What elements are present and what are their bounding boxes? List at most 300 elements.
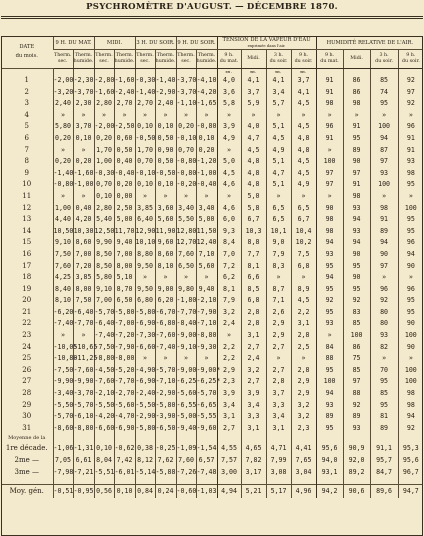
temperature-cell: 2,70 xyxy=(114,98,135,110)
group-header-3h-soir: 3 H. DU SOIR. xyxy=(135,36,176,50)
empty-cell xyxy=(370,434,398,442)
humidity-cell: 95 xyxy=(370,98,398,110)
humidity-cell: 89 xyxy=(370,226,398,238)
humidity-cell: » xyxy=(316,191,343,203)
temperature-cell: 9,40 xyxy=(114,237,135,249)
means-heading: Moyenne de la xyxy=(8,435,46,442)
temperature-cell: -6,65 xyxy=(196,400,217,412)
temperature-cell: 12,90 xyxy=(135,226,155,238)
temperature-cell: 3,85 xyxy=(135,203,155,215)
humidity-cell: 84 xyxy=(316,342,343,354)
group-header-midi: MIDI. xyxy=(94,36,135,50)
temperature-cell: -7,10 xyxy=(155,376,176,388)
tension-cell: 4,5 xyxy=(217,168,241,180)
tension-cell: 4,8 xyxy=(291,133,316,145)
temperature-cell: 9,40 xyxy=(196,284,217,296)
temperature-cell: 4,40 xyxy=(53,214,73,226)
empty-cell xyxy=(94,434,114,442)
tension-cell: 4,0 xyxy=(217,75,241,87)
temperature-cell: -5,55 xyxy=(196,411,217,423)
temperature-cell: » xyxy=(53,145,73,157)
humidity-cell: 70 xyxy=(370,365,398,377)
temperature-cell: 3,40 xyxy=(176,203,196,215)
tension-cell: 7,5 xyxy=(291,249,316,261)
humidity-cell: 90,6 xyxy=(343,485,370,499)
temperature-cell: -8,80 xyxy=(73,423,94,435)
humidity-cell: 84,7 xyxy=(370,466,398,478)
day-cell: 5 xyxy=(24,122,29,131)
temperature-cell: -1,03 xyxy=(196,485,217,499)
day-cell: 7 xyxy=(24,145,29,154)
temperature-cell: -9,90 xyxy=(73,376,94,388)
temperature-cell: 5,80 xyxy=(53,121,73,133)
temperature-cell: 0,50 xyxy=(155,156,176,168)
humidity-cell: 82 xyxy=(370,342,398,354)
table-row xyxy=(1,203,423,215)
tension-cell: » xyxy=(291,353,316,365)
temperature-cell: -6,25 xyxy=(176,376,196,388)
temperature-cell: 5,50 xyxy=(176,214,196,226)
humidity-cell: 96 xyxy=(398,284,423,296)
temperature-cell: » xyxy=(73,110,94,122)
temperature-cell: 12,70 xyxy=(176,237,196,249)
table-row xyxy=(1,249,423,261)
humidity-cell: 94,7 xyxy=(398,485,423,499)
temperature-cell: -0,51 xyxy=(53,485,73,499)
humidity-cell: 96 xyxy=(316,121,343,133)
temperature-cell: -7,90 xyxy=(114,342,135,354)
temperature-cell: -1,80 xyxy=(176,295,196,307)
tension-cell: 10,4 xyxy=(291,226,316,238)
tension-cell: 2,7 xyxy=(241,376,266,388)
tension-cell: 4,0 xyxy=(241,121,266,133)
tension-cell: 8,5 xyxy=(241,284,266,296)
tension-cell: 4,5 xyxy=(291,168,316,180)
day-cell: 23 xyxy=(22,331,32,340)
humidity-cell: 100 xyxy=(398,203,423,215)
temperature-cell: -1,20 xyxy=(196,156,217,168)
temperature-cell: 0,10 xyxy=(155,179,176,191)
temperature-cell: -0,25 xyxy=(155,444,176,453)
tension-cell: 7,99 xyxy=(266,454,291,466)
temperature-cell: 0,20 xyxy=(114,179,135,191)
temperature-cell: -7,40 xyxy=(94,330,114,342)
day-cell: 15 xyxy=(22,238,32,247)
temperature-cell: 8,04 xyxy=(94,454,114,466)
temperature-cell: -1,54 xyxy=(196,444,217,453)
temperature-cell: » xyxy=(196,191,217,203)
humidity-cell: 96 xyxy=(398,121,423,133)
tension-cell: 6,7 xyxy=(291,214,316,226)
day-cell: 1re décade. xyxy=(5,444,48,453)
tension-cell: 4,5 xyxy=(241,145,266,157)
temperature-cell: 6,57 xyxy=(196,454,217,466)
tension-cell: 5,0 xyxy=(241,191,266,203)
temperature-cell: -5,80 xyxy=(155,400,176,412)
table-row xyxy=(1,272,423,284)
humidity-cell: 91 xyxy=(343,121,370,133)
day-cell: 17 xyxy=(22,261,32,270)
humidity-cell: 91 xyxy=(316,133,343,145)
tension-cell: 4,9 xyxy=(266,145,291,157)
temperature-cell: -1,60 xyxy=(94,87,114,99)
empty-cell xyxy=(343,434,370,442)
temperature-cell: -5,50 xyxy=(94,400,114,412)
day-cell: 12 xyxy=(22,203,32,212)
humidity-cell: 80 xyxy=(370,307,398,319)
empty-cell xyxy=(291,434,316,442)
tension-cell: 4,7 xyxy=(266,168,291,180)
temperature-cell: » xyxy=(155,110,176,122)
humidity-cell: 94,0 xyxy=(316,454,343,466)
temperature-cell: -4,20 xyxy=(196,87,217,99)
empty-cell xyxy=(196,434,217,442)
units-cell: mm. xyxy=(217,69,241,76)
tension-cell: » xyxy=(266,110,291,122)
temperature-cell: -4,70 xyxy=(114,411,135,423)
temperature-cell: -1,00 xyxy=(196,168,217,180)
table-row xyxy=(1,318,423,330)
temperature-cell: 2,70 xyxy=(135,98,155,110)
tension-cell: 3,04 xyxy=(291,466,316,478)
table-row xyxy=(1,226,423,238)
humidity-cell: 94 xyxy=(316,388,343,400)
day-cell: 8 xyxy=(24,157,29,166)
temperature-cell: 2,40 xyxy=(155,98,176,110)
empty-cell xyxy=(114,434,135,442)
temperature-cell: -4,20 xyxy=(94,411,114,423)
therm-humide-header: Therm. humide. xyxy=(114,50,135,69)
tension-cell: » xyxy=(266,272,291,284)
temperature-cell: 7,20 xyxy=(73,261,94,273)
tension-cell: 3,1 xyxy=(241,423,266,435)
tension-cell: 2,2 xyxy=(291,307,316,319)
day-cell: 1 xyxy=(24,76,29,84)
temperature-cell: -9,00 xyxy=(176,330,196,342)
day-cell: 28 xyxy=(22,389,32,398)
units-cell: mm. xyxy=(241,69,266,76)
temperature-cell: -7,00 xyxy=(114,318,135,330)
tension-cell: 3,2 xyxy=(291,411,316,423)
humidity-cell: 97 xyxy=(316,168,343,180)
humidity-cell: 95 xyxy=(370,376,398,388)
humidity-cell: 97 xyxy=(370,156,398,168)
tension-cell: 4,8 xyxy=(241,156,266,168)
temperature-cell: 0,10 xyxy=(155,121,176,133)
temperature-cell: 5,40 xyxy=(94,214,114,226)
humidity-cell: 92 xyxy=(398,75,423,87)
temperature-cell: -8,80 xyxy=(196,330,217,342)
temperature-cell: -5,80 xyxy=(135,307,155,319)
empty-cell xyxy=(266,434,291,442)
temperature-cell: 0,90 xyxy=(155,145,176,157)
day-cell: 4 xyxy=(24,110,29,119)
humidity-col-header: 9 h. du mat. xyxy=(316,50,343,69)
humidity-cell: 95 xyxy=(370,400,398,412)
humidity-cell: 95,6 xyxy=(398,454,423,466)
humidity-cell: 94 xyxy=(370,133,398,145)
temperature-cell: » xyxy=(196,110,217,122)
temperature-cell: -1,00 xyxy=(73,179,94,191)
humidity-cell: » xyxy=(370,272,398,284)
humidity-cell: 92 xyxy=(343,295,370,307)
tension-cell: 5,8 xyxy=(217,98,241,110)
temperature-cell: 4,25 xyxy=(53,272,73,284)
humidity-cell: 90 xyxy=(343,272,370,284)
tension-cell: 3,4 xyxy=(241,400,266,412)
humidity-cell: 95 xyxy=(316,365,343,377)
temperature-cell: -0,20 xyxy=(176,179,196,191)
humidity-cell: 90 xyxy=(343,156,370,168)
temperature-cell: 3,40 xyxy=(196,203,217,215)
temperature-cell: -7,40 xyxy=(155,342,176,354)
temperature-cell: -2,70 xyxy=(114,388,135,400)
tension-cell: 7,9 xyxy=(266,249,291,261)
humidity-cell: 97 xyxy=(370,261,398,273)
tension-cell: 9,0 xyxy=(266,237,291,249)
table-row xyxy=(1,214,423,226)
temperature-cell: -5,60 xyxy=(176,388,196,400)
humidity-cell: 94 xyxy=(316,237,343,249)
humidity-cell: 90 xyxy=(316,203,343,215)
humidity-cell: 95,6 xyxy=(316,442,343,454)
tension-cell: 4,6 xyxy=(217,203,241,215)
temperature-cell: 6,20 xyxy=(155,295,176,307)
temperature-cell: » xyxy=(73,330,94,342)
table-row xyxy=(1,295,423,307)
tension-cell: 2,8 xyxy=(291,330,316,342)
tension-cell: 8,4 xyxy=(217,237,241,249)
temperature-cell: 2,80 xyxy=(94,98,114,110)
tension-col-header: 3 h. du soir. xyxy=(266,50,291,69)
temperature-cell: 0,84 xyxy=(135,485,155,499)
temperature-cell: 1,00 xyxy=(94,156,114,168)
tension-cell: 7,9 xyxy=(217,295,241,307)
temperature-cell: -2,00 xyxy=(53,75,73,87)
tension-cell: 2,9 xyxy=(217,365,241,377)
humidity-cell: 92 xyxy=(398,98,423,110)
humidity-cell: 95,7 xyxy=(370,454,398,466)
tension-cell: 6,0 xyxy=(217,214,241,226)
temperature-cell: 2,30 xyxy=(73,98,94,110)
temperature-cell: 8,60 xyxy=(155,249,176,261)
tension-cell: 10,2 xyxy=(291,237,316,249)
humidity-cell: 98 xyxy=(398,168,423,180)
temperature-cell: -0,50 xyxy=(155,168,176,180)
temperature-cell: 0,70 xyxy=(176,145,196,157)
temperature-cell: 8,10 xyxy=(155,261,176,273)
temperature-cell: 7,50 xyxy=(73,295,94,307)
table-row xyxy=(1,98,423,110)
day-cell: 30 xyxy=(22,412,32,421)
title-month: DÉCEMBRE 1870. xyxy=(246,2,338,12)
temperature-cell: -0,10 xyxy=(135,168,155,180)
temperature-cell: » xyxy=(114,110,135,122)
tension-cell: 3,4 xyxy=(217,400,241,412)
tension-cell: 2,7 xyxy=(241,342,266,354)
tension-cell: 2,6 xyxy=(266,307,291,319)
empty-cell xyxy=(316,434,343,442)
tension-cell: 2,9 xyxy=(266,330,291,342)
table-row xyxy=(1,191,423,203)
tension-cell: 4,8 xyxy=(291,145,316,157)
day-cell: 26 xyxy=(22,365,32,374)
temperature-cell: » xyxy=(176,353,196,365)
temperature-cell: 7,60 xyxy=(176,249,196,261)
temperature-cell: -4,50 xyxy=(94,365,114,377)
tension-cell: 4,6 xyxy=(217,179,241,191)
table-row xyxy=(1,411,423,423)
tension-cell: 2,8 xyxy=(241,307,266,319)
humidity-cell: 100 xyxy=(370,179,398,191)
day-cell: 6 xyxy=(24,133,29,142)
temperature-cell: -7,26 xyxy=(176,468,197,477)
temperature-cell: 2,40 xyxy=(53,98,73,110)
day-cell: 18 xyxy=(22,273,32,282)
tension-cell: 3,2 xyxy=(291,400,316,412)
temperature-cell: -8,60 xyxy=(53,423,73,435)
temperature-cell: -0,62 xyxy=(114,444,135,453)
humidity-cell: 98 xyxy=(316,214,343,226)
tension-cell: 6,5 xyxy=(266,214,291,226)
humidity-cell: 98 xyxy=(343,191,370,203)
humidity-cell: 94 xyxy=(370,237,398,249)
temperature-cell: -2,80 xyxy=(94,75,114,87)
humidity-cell: 94,2 xyxy=(316,485,343,499)
temperature-cell: -7,98 xyxy=(53,468,74,477)
temperature-cell: 0,24 xyxy=(155,485,176,499)
humidity-cell: 93 xyxy=(398,156,423,168)
tension-cell: 2,7 xyxy=(217,423,241,435)
temperature-cell: 9,10 xyxy=(94,284,114,296)
temperature-cell: » xyxy=(176,191,196,203)
means-row xyxy=(1,454,423,466)
humidity-cell: 95 xyxy=(398,214,423,226)
temperature-cell: -5,80 xyxy=(114,307,135,319)
temperature-cell: 9,10 xyxy=(53,237,73,249)
humidity-cell: 90 xyxy=(343,249,370,261)
temperature-cell: -3,70 xyxy=(73,87,94,99)
humidity-cell: 95 xyxy=(398,179,423,191)
temperature-cell: 9,60 xyxy=(155,237,176,249)
day-cell: 27 xyxy=(22,377,32,386)
tension-cell: 4,94 xyxy=(217,485,241,499)
humidity-cell: 90 xyxy=(398,261,423,273)
temperature-cell: -8,00 xyxy=(114,353,135,365)
temperature-cell: -6,90 xyxy=(135,376,155,388)
tension-cell: 3,17 xyxy=(241,466,266,478)
temperature-cell: 5,60 xyxy=(155,214,176,226)
temperature-cell: -2,10 xyxy=(94,388,114,400)
table-title xyxy=(0,2,424,12)
humidity-cell: 93,1 xyxy=(316,466,343,478)
temperature-cell: -7,70 xyxy=(114,376,135,388)
day-cell: 21 xyxy=(22,307,32,316)
tension-cell: 6,5 xyxy=(266,203,291,215)
humidity-cell: 74 xyxy=(370,87,398,99)
temperature-cell: -5,51 xyxy=(94,468,115,477)
humidity-cell: 98 xyxy=(316,226,343,238)
tension-cell: 4,71 xyxy=(266,442,291,454)
temperature-cell: 8,10 xyxy=(53,295,73,307)
tension-cell: 6,8 xyxy=(241,295,266,307)
humidity-cell: 91 xyxy=(316,87,343,99)
therm-humide-header: Therm. humide. xyxy=(155,50,176,69)
humidity-cell: 94 xyxy=(398,249,423,261)
temperature-cell: 0,40 xyxy=(73,203,94,215)
humidity-cell: 98 xyxy=(398,400,423,412)
humidity-cell: 100 xyxy=(398,365,423,377)
temperature-cell: -4,10 xyxy=(196,75,217,87)
temperature-cell: 8,60 xyxy=(73,237,94,249)
table-row xyxy=(1,400,423,412)
tension-cell: 8,1 xyxy=(217,284,241,296)
day-cell: 16 xyxy=(22,249,32,258)
humidity-cell: 95 xyxy=(398,295,423,307)
day-cell: 3 xyxy=(24,99,29,108)
humidity-cell: 100 xyxy=(398,376,423,388)
humidity-cell: 93 xyxy=(343,226,370,238)
tension-cell: » xyxy=(291,110,316,122)
tension-cell: » xyxy=(217,330,241,342)
temperature-cell: 0,60 xyxy=(114,133,135,145)
day-cell: 13 xyxy=(22,215,32,224)
empty-cell xyxy=(53,434,73,442)
humidity-cell: 93 xyxy=(370,168,398,180)
humidity-cell: » xyxy=(398,353,423,365)
tension-cell: 3,08 xyxy=(266,466,291,478)
table-row xyxy=(1,284,423,296)
humidity-cell: 93 xyxy=(316,318,343,330)
tension-cell: 2,4 xyxy=(241,353,266,365)
units-cell: mm. xyxy=(266,69,291,76)
tension-cell: 2,3 xyxy=(291,423,316,435)
humidity-cell: 94 xyxy=(343,237,370,249)
humidity-cell: 91 xyxy=(398,133,423,145)
temperature-cell: -7,30 xyxy=(135,330,155,342)
humidity-cell: 92 xyxy=(370,295,398,307)
temperature-cell: 8,80 xyxy=(135,249,155,261)
tension-cell: 4,9 xyxy=(291,179,316,191)
temperature-cell: 6,50 xyxy=(176,261,196,273)
tension-cell: 2,8 xyxy=(241,318,266,330)
humidity-cell: 85 xyxy=(343,318,370,330)
temperature-cell: 0,70 xyxy=(135,156,155,168)
temperature-cell: » xyxy=(135,353,155,365)
tension-cell: 8,8 xyxy=(241,237,266,249)
temperature-cell: » xyxy=(155,191,176,203)
temperature-cell: -0,60 xyxy=(176,485,196,499)
temperature-cell: 8,70 xyxy=(114,284,135,296)
humidity-cell: 95 xyxy=(343,284,370,296)
tension-cell: 9,3 xyxy=(217,226,241,238)
humidity-cell: 86 xyxy=(343,75,370,87)
empty-cell xyxy=(155,434,176,442)
day-cell: 20 xyxy=(22,296,32,305)
tension-cell: 7,57 xyxy=(217,454,241,466)
day-cell: 3me — xyxy=(14,468,39,477)
humidity-col-header: 9 h. du soir. xyxy=(398,50,423,69)
temperature-cell: 0,50 xyxy=(114,145,135,157)
empty-cell xyxy=(73,434,94,442)
tension-cell: 4,5 xyxy=(266,133,291,145)
temperature-cell: 1,00 xyxy=(53,203,73,215)
humidity-cell: 92 xyxy=(398,423,423,435)
table-row xyxy=(1,353,423,365)
temperature-cell: 0,10 xyxy=(196,133,217,145)
temperature-cell: 5,10 xyxy=(114,272,135,284)
humidity-cell: 95,3 xyxy=(398,442,423,454)
